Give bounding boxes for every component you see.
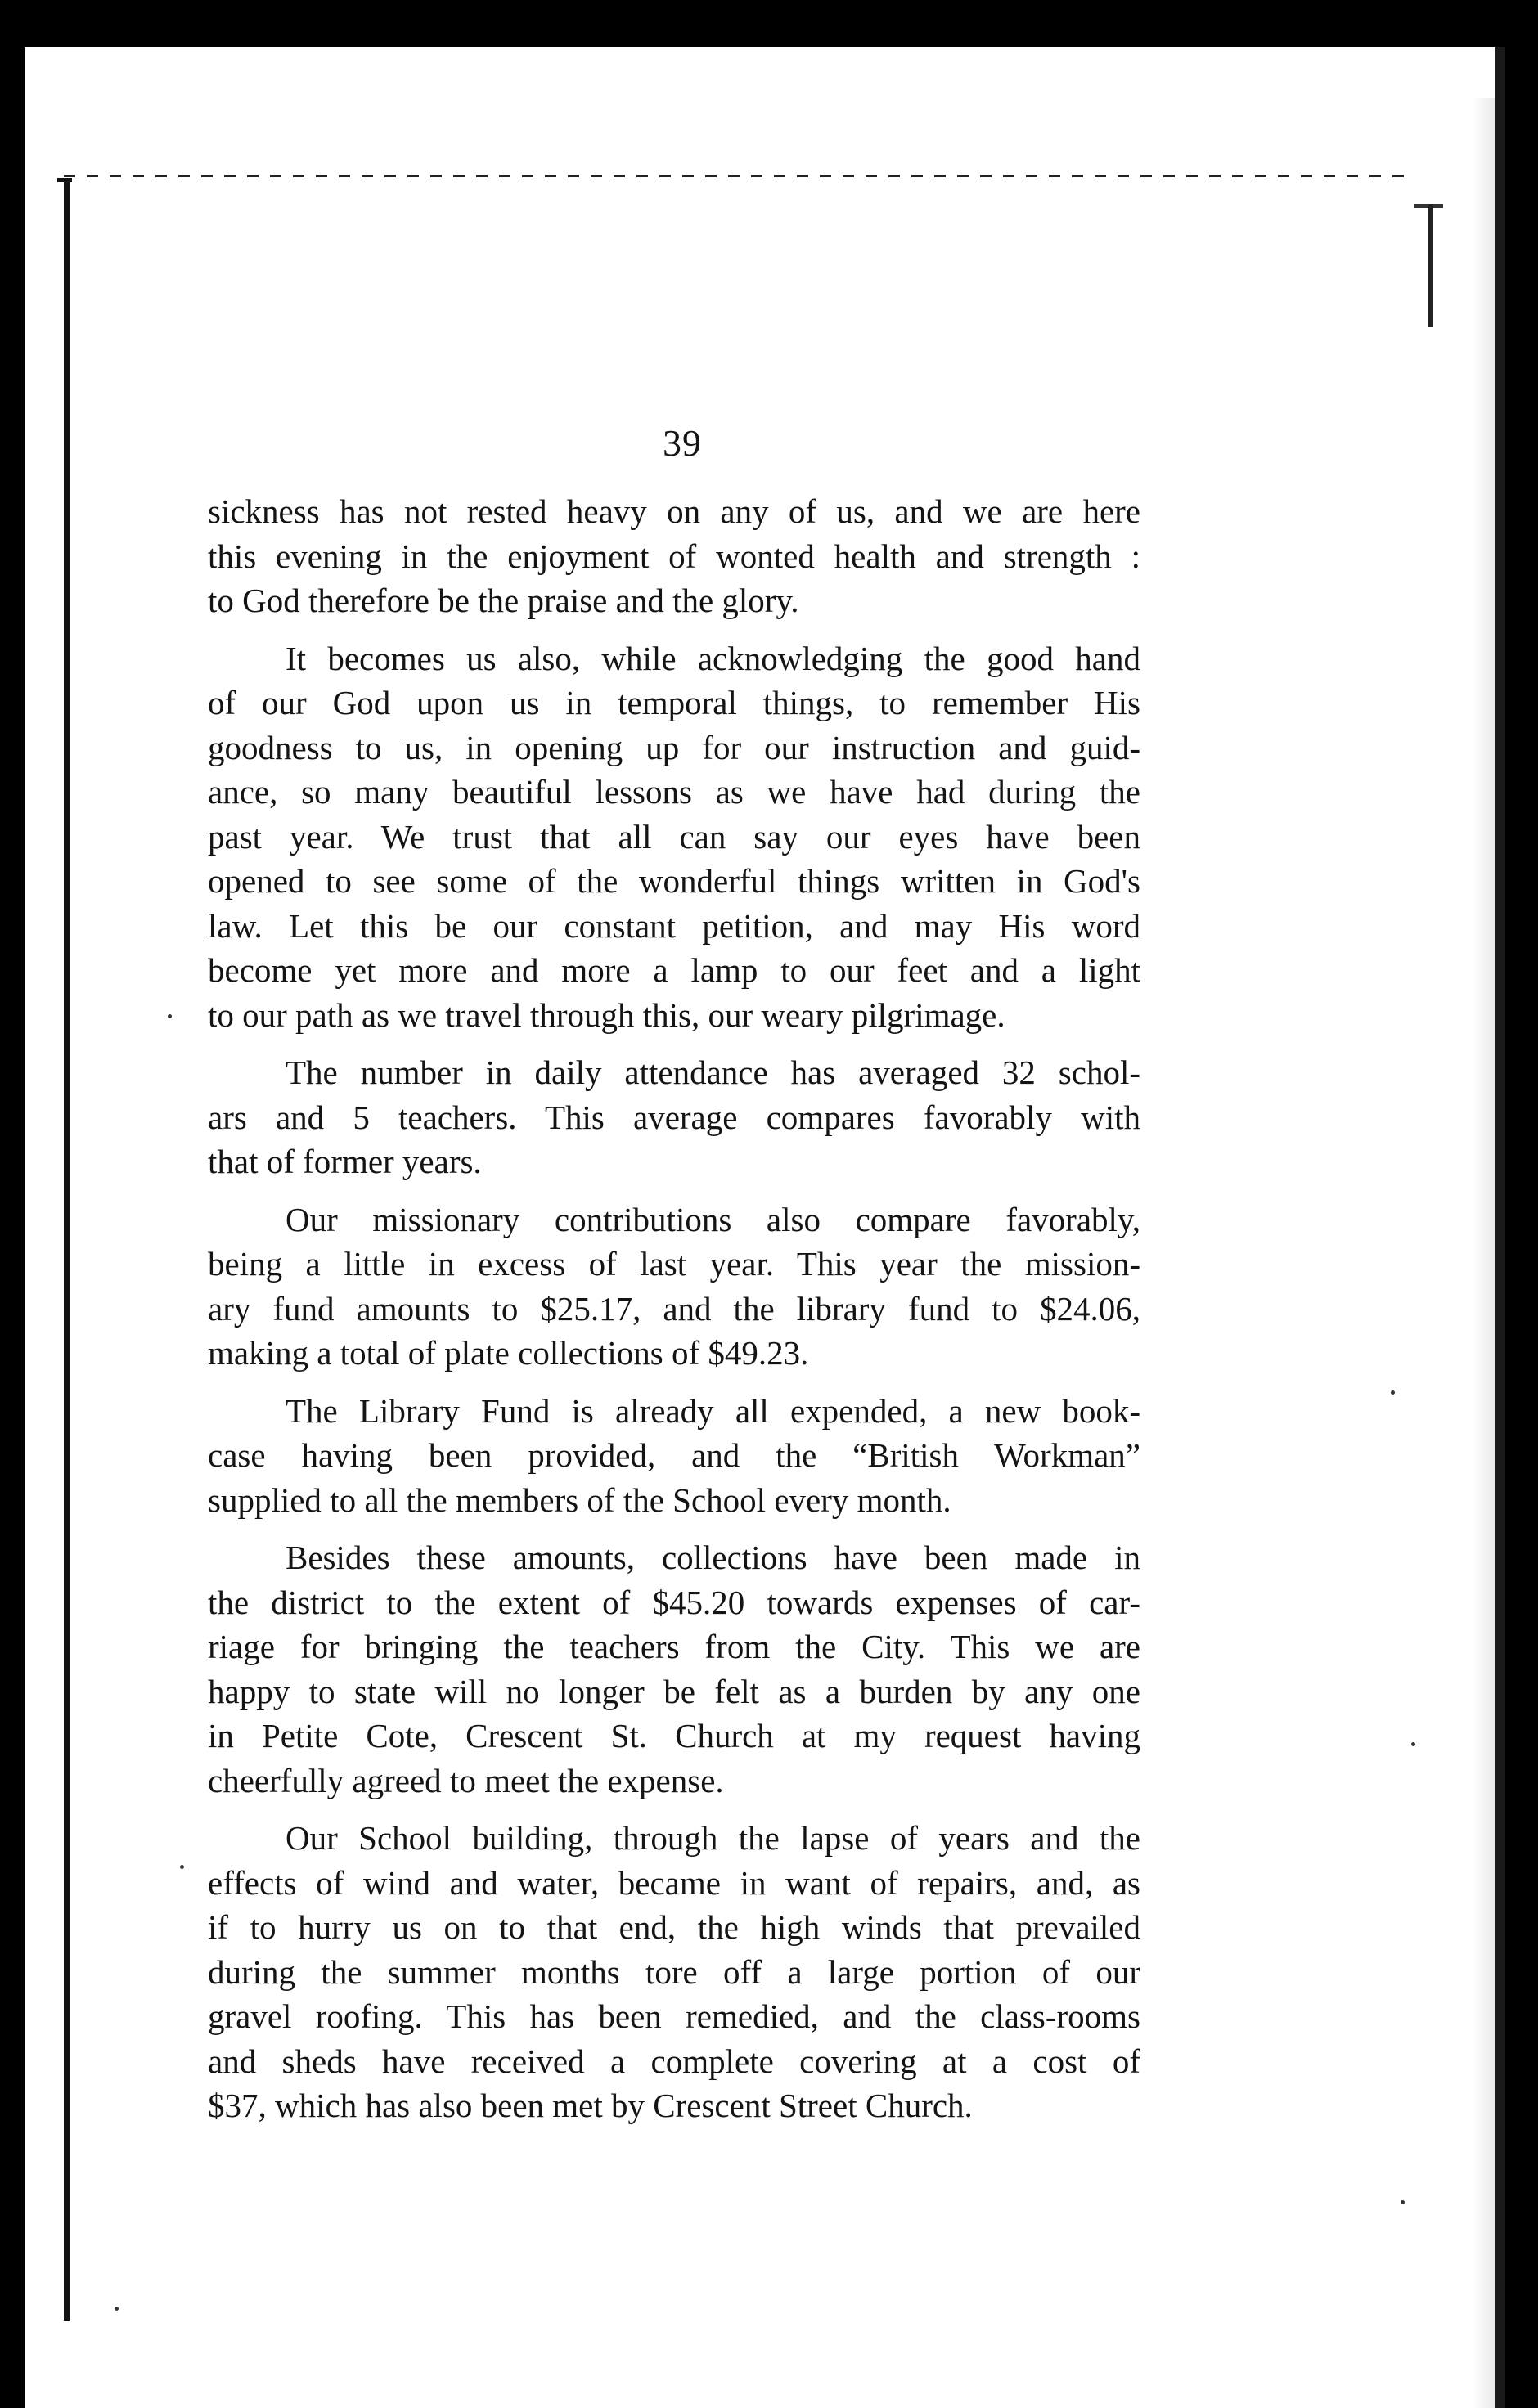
text-line: cheerfully agreed to meet the expense. [208,1761,724,1799]
page-curl-shadow [1473,98,1495,2408]
page-edge [1495,47,1505,2408]
scan-speck [180,1865,184,1869]
text-line: The Library Fund is already all expended, a new book- [286,1391,1140,1430]
text-line: Our missionary contributions also compare favorably, [286,1200,1140,1238]
text-line: Our School building, through the lapse of years and the [286,1819,1140,1857]
text-line: this evening in the enjoyment of wonted health and strength : [208,537,1140,575]
text-line: $37, which has also been met by Crescent Street Church. [208,2087,973,2124]
text-line: ars and 5 teachers. This average compares favorably with [208,1098,1140,1136]
paragraph-6 [208,1535,1140,1803]
text-line: opened to see some of the wonderful things written in God's [208,862,1140,900]
text-line: to God therefore be the praise and the glory. [208,582,799,619]
text-line: riage for bringing the teachers from the City. This we are [208,1628,1140,1665]
text-line: and sheds have received a complete covering at a cost of [208,2042,1140,2080]
text-line: happy to state will no longer be felt as a burden by any one [208,1672,1140,1710]
text-line: gravel roofing. This has been remedied, and the class-rooms [208,1997,1140,2035]
left-rule-tick [57,178,72,182]
text-line: Besides these amounts, collections have been made in [286,1539,1140,1576]
paragraph-2 [208,636,1140,1038]
text-line: being a little in excess of last year. This year the mission- [208,1245,1140,1283]
text-line: become yet more and more a lamp to our feet and a light [208,951,1140,989]
text-line: The number in daily attendance has averaged 32 schol- [286,1054,1140,1091]
scan-speck [168,1014,172,1018]
text-line: case having been provided, and the “British Workman” [208,1436,1140,1474]
text-line: the district to the extent of $45.20 towards expenses of car- [208,1583,1140,1621]
top-rule-line [64,175,1414,177]
paragraph-3 [208,1050,1140,1184]
text-line: ary fund amounts to $25.17, and the library fund to $24.06, [208,1289,1140,1328]
text-line: goodness to us, in opening up for our instruction and guid- [208,728,1140,766]
text-line: effects of wind and water, became in want of repairs, and, as [208,1863,1140,1902]
page-number: 39 [663,422,702,464]
text-line: It becomes us also, while acknowledging the good hand [286,639,1140,677]
text-line: ance, so many beautiful lessons as we have had during the [208,773,1140,811]
text-line: law. Let this be our constant petition, and may His word [208,906,1140,945]
scan-speck [1391,1390,1395,1395]
text-line: supplied to all the members of the School every month. [208,1480,951,1519]
scan-speck [1411,1742,1415,1746]
text-line: sickness has not rested heavy on any of us, and we are here [208,492,1140,530]
paragraph-4 [208,1197,1140,1376]
right-margin-mark [1428,204,1433,327]
paragraph-5 [208,1389,1140,1523]
text-line: past year. We trust that all can say our eyes have been [208,817,1140,856]
text-line: that of former years. [208,1143,482,1180]
scan-speck [1401,2200,1405,2204]
text-line: to our path as we travel through this, our weary pilgrimage. [208,995,1005,1034]
text-line: making a total of plate collections of $49.23. [208,1334,809,1372]
text-line: of our God upon us in temporal things, to remember His [208,684,1140,721]
paragraph-7 [208,1816,1140,2128]
left-margin-rule [64,178,70,2321]
text-line: if to hurry us on to that end, the high winds that prevailed [208,1908,1140,1946]
text-line: during the summer months tore off a large portion of our [208,1952,1140,1991]
text-line: in Petite Cote, Crescent St. Church at my request having [208,1717,1140,1754]
scan-speck [115,2307,119,2311]
body-text [208,489,1140,2141]
paragraph-1 [208,489,1140,623]
